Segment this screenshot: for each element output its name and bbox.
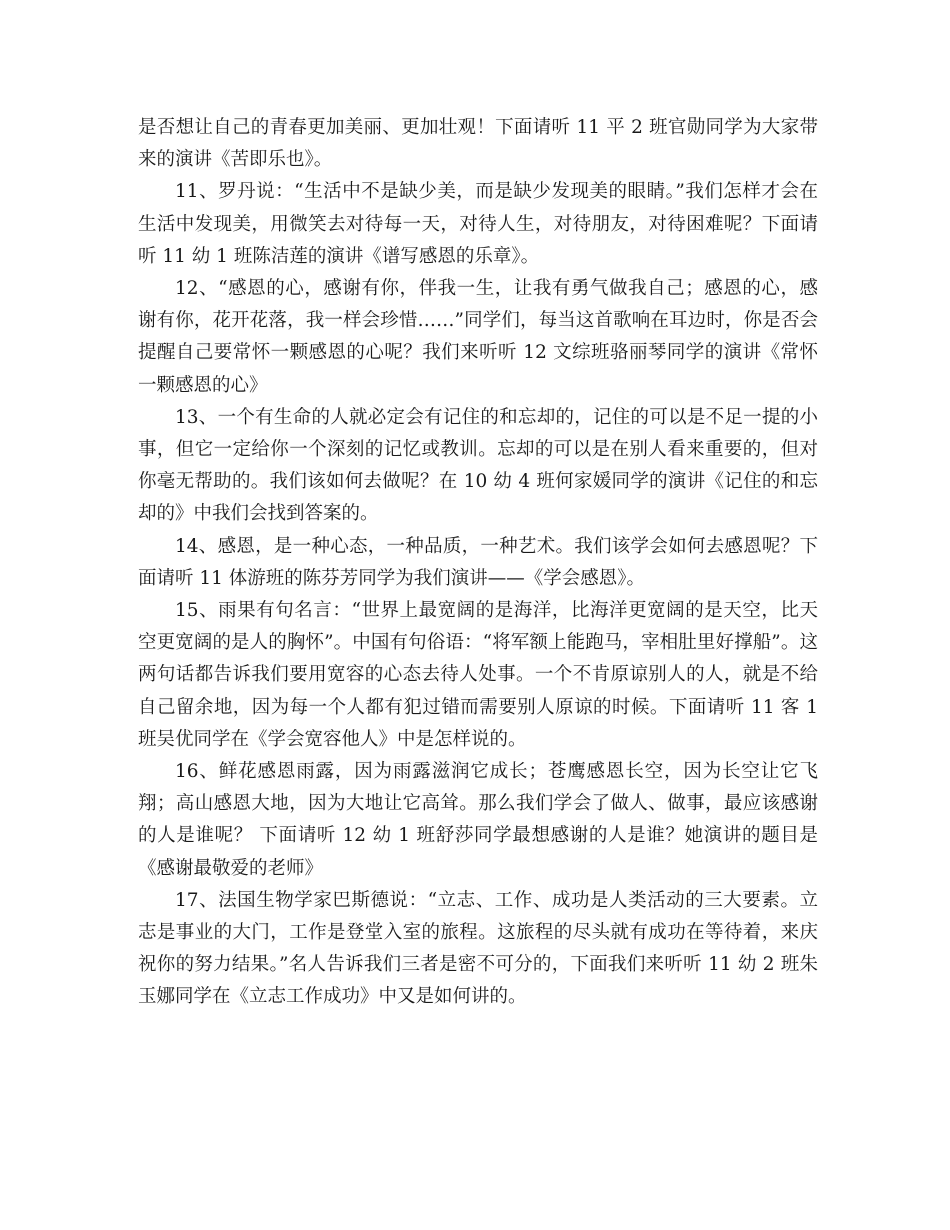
paragraph-14: 14、感恩，是一种心态，一种品质，一种艺术。我们该学会如何去感恩呢？下面请听 11 体游班的陈芬芳同学为我们演讲——《学会感恩》。 [138, 535, 818, 589]
document-body [138, 112, 818, 1014]
paragraph-13: 13、一个有生命的人就必定会有记住的和忘却的，记住的可以是不足一提的小事，但它一定给你一个深刻的记忆或教训。忘却的可以是在别人看来重要的，但对你毫无帮助的。我们该如何去做呢？在 10 幼 4 班何家媛同学的演讲《记住的和忘却的》中我们会找到答案的。 [138, 406, 818, 525]
paragraph-16: 16、鲜花感恩雨露，因为雨露滋润它成长；苍鹰感恩长空，因为长空让它飞翔；高山感恩大地，因为大地让它高耸。那么我们学会了做人、做事，最应该感谢的人是谁呢？ 下面请听 12 幼 1 班舒莎同学最想感谢的人是谁？她演讲的题目是《感谢最敬爱的老师》 [138, 761, 818, 879]
paragraph-continuation: 是否想让自己的青春更加美丽、更加壮观！下面请听 11 平 2 班官勋同学为大家带来的演讲《苦即乐也》。 [138, 117, 818, 171]
paragraph-17: 17、法国生物学家巴斯德说：“立志、工作、成功是人类活动的三大要素。立志是事业的大门，工作是登堂入室的旅程。这旅程的尽头就有成功在等待着，来庆祝你的努力结果。”名人告诉我们三者是密不可分的，下面我们来听听 11 幼 2 班朱玉娜同学在《立志工作成功》中又是如何讲的。 [138, 889, 818, 1008]
paragraph-15: 15、雨果有句名言：“世界上最宽阔的是海洋，比海洋更宽阔的是天空，比天空更宽阔的是人的胸怀”。中国有句俗语：“将军额上能跑马，宰相肚里好撑船”。这两句话都告诉我们要用宽容的心态去待人处事。一个不肯原谅别人的人，就是不给自己留余地，因为每一个人都有犯过错而需要别人原谅的时候。下面请听 11 客 1 班吴优同学在《学会宽容他人》中是怎样说的。 [138, 600, 818, 750]
paragraph-12: 12、“感恩的心，感谢有你，伴我一生，让我有勇气做我自己；感恩的心，感谢有你，花开花落，我一样会珍惜……”同学们，每当这首歌响在耳边时，你是否会提醒自己要常怀一颗感恩的心呢？我们来听听 12 文综班骆丽琴同学的演讲《常怀一颗感恩的心》 [138, 278, 818, 396]
paragraph-11: 11、罗丹说：“生活中不是缺少美，而是缺少发现美的眼睛。”我们怎样才会在生活中发现美，用微笑去对待每一天，对待人生，对待朋友，对待困难呢？下面请听 11 幼 1 班陈洁莲的演讲《谱写感恩的乐章》。 [138, 181, 818, 267]
